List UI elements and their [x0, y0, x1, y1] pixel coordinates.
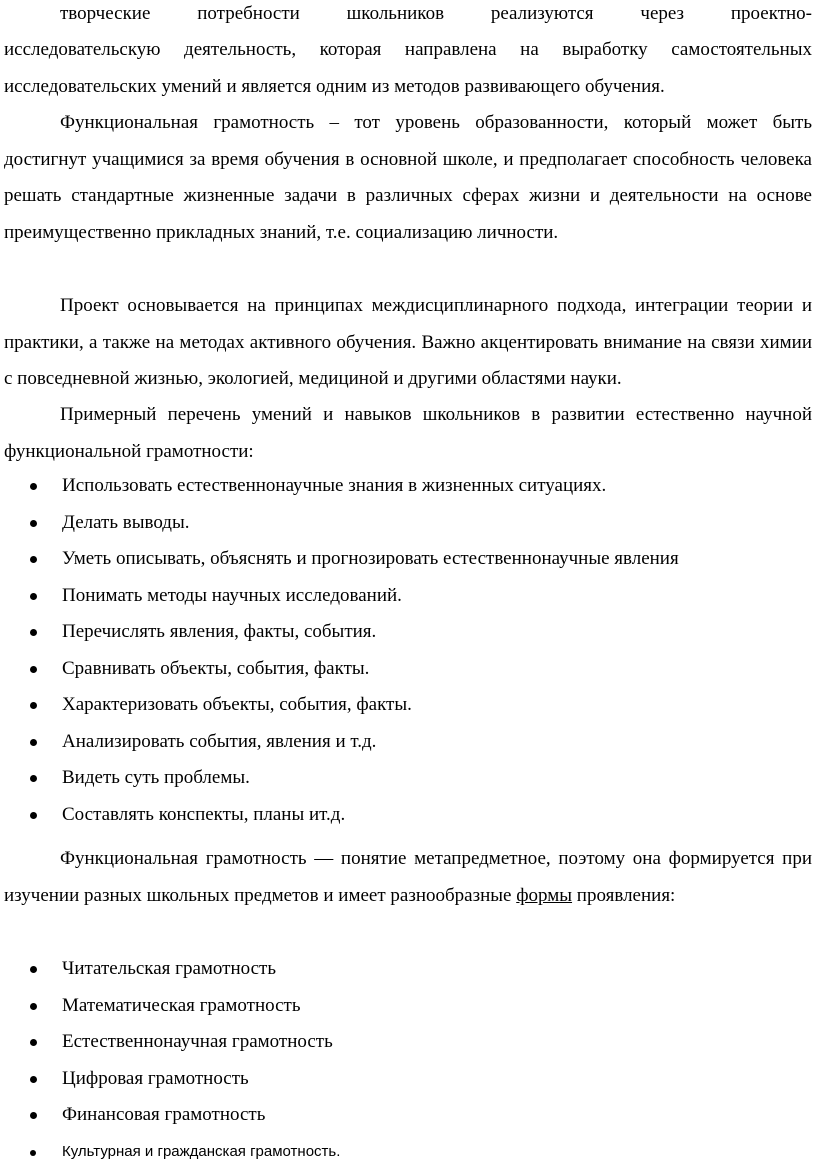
paragraph-intro-rest — [4, 32, 812, 105]
paragraph-functional-literacy-text: Функциональная грамотность – тот уровень образованности, который может быть достигнут учащимися за время обучения в основной школе, и предполагает способность человека решать стандартные жизненные задачи в различных сферах жизни и деятельности на основе преимущественно прикладных знаний, т.е. социализацию личности. — [4, 112, 812, 243]
list-item-text: Видеть суть проблемы. — [62, 767, 250, 788]
list-item-text: Характеризовать объекты, события, факты. — [62, 694, 412, 715]
list-item — [0, 505, 816, 542]
bullet-icon — [30, 666, 37, 673]
list-item — [0, 760, 816, 797]
bullet-icon — [30, 775, 37, 782]
list-item-text: Делать выводы. — [62, 511, 190, 533]
list-item-text: Читательская грамотность — [62, 958, 277, 979]
list-item-text: Использовать естественнонаучные знания в жизненных ситуациях. — [62, 475, 607, 496]
list-item — [0, 541, 816, 578]
list-item-text: Сравнивать объекты, события, факты. — [62, 657, 370, 679]
list-item — [0, 724, 816, 761]
bullet-icon — [30, 629, 37, 636]
paragraph-intro-line1 — [4, 0, 812, 33]
bullet-icon — [30, 739, 37, 746]
list-item — [0, 578, 816, 615]
list-item-text: Анализировать события, явления и т.д. — [62, 730, 377, 752]
paragraph-metasubject — [4, 841, 812, 914]
bullet-icon — [30, 593, 37, 600]
bullet-icon — [30, 1039, 37, 1046]
list-item-text: Естественнонаучная грамотность — [62, 1031, 333, 1052]
paragraph-skills-intro — [4, 397, 812, 470]
list-item-text: Математическая грамотность — [62, 994, 301, 1016]
list-item — [0, 687, 816, 724]
list-item — [0, 468, 816, 505]
bullet-icon — [30, 1003, 37, 1010]
bullet-icon — [30, 1150, 36, 1156]
paragraph-metasubject-text: Функциональная грамотность — понятие метапредметное, поэтому она формируется при изучении разных школьных предметов и имеет разнообразные — [4, 848, 812, 906]
list-item — [0, 951, 816, 988]
bullet-icon — [30, 1076, 37, 1083]
paragraph-project — [4, 288, 812, 398]
list-item — [0, 797, 816, 834]
bullet-icon — [30, 556, 37, 563]
literacy-forms-list — [0, 951, 816, 1170]
list-item-text: Культурная и гражданская грамотность. — [62, 1142, 341, 1160]
bullet-icon — [30, 812, 37, 819]
bullet-icon — [30, 483, 37, 490]
paragraph-skills-intro-text: Примерный перечень умений и навыков школьников в развитии естественно научной функциональной грамотности: — [4, 404, 812, 462]
bullet-icon — [30, 520, 37, 527]
list-item — [0, 1061, 816, 1098]
paragraph-metasubject-tail: проявления: — [572, 884, 676, 906]
list-item — [0, 1024, 816, 1061]
paragraph-intro-rest-text: исследовательскую деятельность, которая направлена на выработку самостоятельных исследовательских умений и является одним из методов развивающего обучения. — [4, 39, 812, 97]
list-item — [0, 614, 816, 651]
paragraph-project-text: Проект основывается на принципах междисциплинарного подхода, интеграции теории и практики, а также на методах активного обучения. Важно акцентировать внимание на связи химии с повседневной жизнью, экологией, медициной и другими областями науки. — [4, 295, 812, 389]
paragraph-functional-literacy — [4, 105, 812, 251]
bullet-icon — [30, 966, 37, 973]
list-item-text: Финансовая грамотность — [62, 1104, 266, 1125]
list-item-text: Уметь описывать, объяснять и прогнозировать естественнонаучные явления — [62, 548, 679, 569]
skills-list — [0, 468, 816, 833]
list-item-text: Понимать методы научных исследований. — [62, 584, 402, 606]
bullet-icon — [30, 1112, 37, 1119]
paragraph-intro-line1-text: творческие потребности школьников реализуются через проектно- — [60, 3, 812, 24]
list-item — [0, 988, 816, 1025]
list-item-text: Цифровая грамотность — [62, 1067, 249, 1089]
list-item — [0, 1134, 816, 1171]
list-item — [0, 651, 816, 688]
list-item — [0, 1097, 816, 1134]
forms-link[interactable]: формы — [516, 884, 573, 906]
list-item-text: Составлять конспекты, планы ит.д. — [62, 803, 346, 825]
bullet-icon — [30, 702, 37, 709]
list-item-text: Перечислять явления, факты, события. — [62, 621, 377, 642]
